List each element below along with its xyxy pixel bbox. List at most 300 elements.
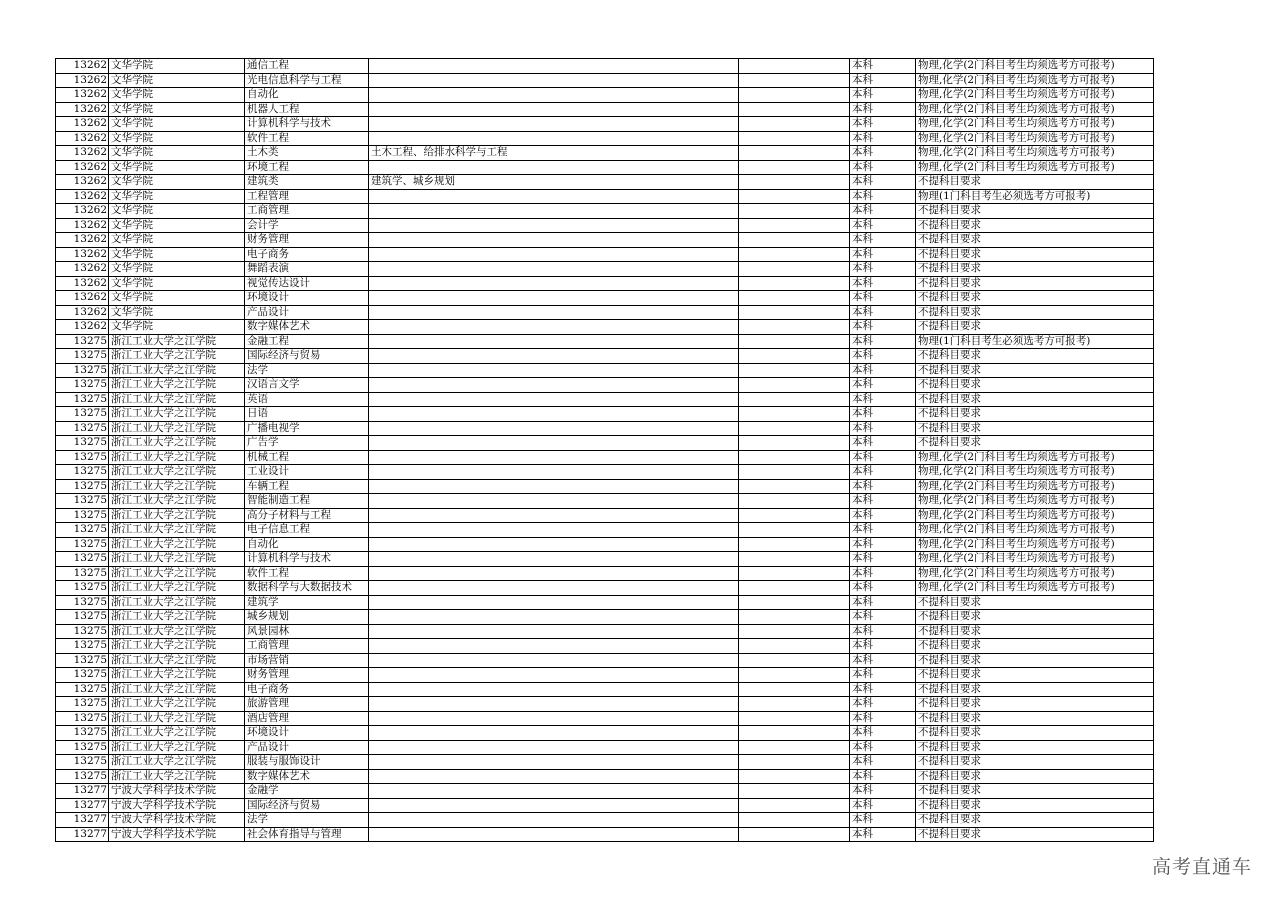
table-row (56, 711, 1154, 726)
major-includes-cell (369, 537, 739, 552)
school-name-cell: 浙江工业大学之江学院 (109, 378, 245, 393)
level-cell: 本科 (850, 508, 916, 523)
school-code-cell: 13275 (56, 668, 109, 683)
major-includes-cell (369, 291, 739, 306)
major-name-cell: 金融工程 (245, 334, 369, 349)
school-name-cell: 文华学院 (109, 291, 245, 306)
major-includes-cell: 建筑学、城乡规划 (369, 175, 739, 190)
notes-cell (739, 117, 850, 132)
subject-requirement-cell: 物理,化学(2门科目考生均须选考方可报考) (916, 131, 1154, 146)
school-code-cell: 13275 (56, 595, 109, 610)
level-cell: 本科 (850, 827, 916, 842)
school-name-cell: 文华学院 (109, 160, 245, 175)
major-includes-cell (369, 349, 739, 364)
school-name-cell: 文华学院 (109, 102, 245, 117)
level-cell: 本科 (850, 131, 916, 146)
table-row (56, 175, 1154, 190)
level-cell: 本科 (850, 146, 916, 161)
notes-cell (739, 276, 850, 291)
school-code-cell: 13277 (56, 784, 109, 799)
major-name-cell: 计算机科学与技术 (245, 552, 369, 567)
table-row (56, 566, 1154, 581)
table-row (56, 73, 1154, 88)
watermark: 高考直通车 (1151, 856, 1252, 878)
table-body (56, 59, 1154, 842)
level-cell: 本科 (850, 465, 916, 480)
major-includes-cell (369, 363, 739, 378)
subject-requirement-cell: 物理,化学(2门科目考生均须选考方可报考) (916, 566, 1154, 581)
school-name-cell: 浙江工业大学之江学院 (109, 494, 245, 509)
major-includes-cell (369, 682, 739, 697)
major-name-cell: 数据科学与大数据技术 (245, 581, 369, 596)
school-code-cell: 13277 (56, 813, 109, 828)
notes-cell (739, 740, 850, 755)
school-code-cell: 13262 (56, 320, 109, 335)
school-name-cell: 浙江工业大学之江学院 (109, 465, 245, 480)
school-code-cell: 13275 (56, 581, 109, 596)
level-cell: 本科 (850, 784, 916, 799)
notes-cell (739, 465, 850, 480)
table-row (56, 320, 1154, 335)
notes-cell (739, 59, 850, 74)
subject-requirement-cell: 不提科目要求 (916, 218, 1154, 233)
subject-requirement-cell: 不提科目要求 (916, 740, 1154, 755)
level-cell: 本科 (850, 668, 916, 683)
major-includes-cell (369, 508, 739, 523)
notes-cell (739, 189, 850, 204)
school-name-cell: 浙江工业大学之江学院 (109, 581, 245, 596)
notes-cell (739, 349, 850, 364)
notes-cell (739, 436, 850, 451)
notes-cell (739, 233, 850, 248)
table-row (56, 349, 1154, 364)
notes-cell (739, 755, 850, 770)
school-code-cell: 13275 (56, 552, 109, 567)
table-row (56, 131, 1154, 146)
level-cell: 本科 (850, 450, 916, 465)
school-code-cell: 13262 (56, 73, 109, 88)
subject-requirement-cell: 不提科目要求 (916, 378, 1154, 393)
notes-cell (739, 537, 850, 552)
notes-cell (739, 320, 850, 335)
table-row (56, 450, 1154, 465)
major-name-cell: 城乡规划 (245, 610, 369, 625)
major-includes-cell (369, 827, 739, 842)
subject-requirement-cell: 不提科目要求 (916, 755, 1154, 770)
major-name-cell: 汉语言文学 (245, 378, 369, 393)
major-includes-cell (369, 276, 739, 291)
school-code-cell: 13262 (56, 131, 109, 146)
school-code-cell: 13275 (56, 537, 109, 552)
major-includes-cell (369, 552, 739, 567)
major-name-cell: 会计学 (245, 218, 369, 233)
school-code-cell: 13275 (56, 697, 109, 712)
school-name-cell: 浙江工业大学之江学院 (109, 726, 245, 741)
notes-cell (739, 175, 850, 190)
table-row (56, 726, 1154, 741)
school-name-cell: 浙江工业大学之江学院 (109, 755, 245, 770)
table-row (56, 784, 1154, 799)
major-name-cell: 工商管理 (245, 639, 369, 654)
major-includes-cell (369, 436, 739, 451)
level-cell: 本科 (850, 479, 916, 494)
notes-cell (739, 711, 850, 726)
school-name-cell: 文华学院 (109, 59, 245, 74)
subject-requirement-cell: 不提科目要求 (916, 726, 1154, 741)
subject-requirement-cell: 物理,化学(2门科目考生均须选考方可报考) (916, 117, 1154, 132)
notes-cell (739, 813, 850, 828)
table-row (56, 697, 1154, 712)
school-code-cell: 13275 (56, 465, 109, 480)
level-cell: 本科 (850, 189, 916, 204)
level-cell: 本科 (850, 305, 916, 320)
level-cell: 本科 (850, 73, 916, 88)
admission-subject-table (55, 58, 1154, 842)
major-name-cell: 智能制造工程 (245, 494, 369, 509)
subject-requirement-cell: 物理,化学(2门科目考生均须选考方可报考) (916, 59, 1154, 74)
level-cell: 本科 (850, 711, 916, 726)
level-cell: 本科 (850, 653, 916, 668)
notes-cell (739, 784, 850, 799)
table-row (56, 798, 1154, 813)
notes-cell (739, 523, 850, 538)
major-includes-cell (369, 305, 739, 320)
school-name-cell: 文华学院 (109, 204, 245, 219)
notes-cell (739, 639, 850, 654)
school-code-cell: 13262 (56, 247, 109, 262)
school-name-cell: 文华学院 (109, 131, 245, 146)
school-code-cell: 13262 (56, 305, 109, 320)
subject-requirement-cell: 不提科目要求 (916, 653, 1154, 668)
level-cell: 本科 (850, 262, 916, 277)
school-code-cell: 13275 (56, 639, 109, 654)
major-name-cell: 金融学 (245, 784, 369, 799)
school-code-cell: 13275 (56, 711, 109, 726)
school-name-cell: 浙江工业大学之江学院 (109, 436, 245, 451)
table-row (56, 624, 1154, 639)
school-code-cell: 13275 (56, 653, 109, 668)
table-row (56, 479, 1154, 494)
school-code-cell: 13275 (56, 610, 109, 625)
level-cell: 本科 (850, 88, 916, 103)
level-cell: 本科 (850, 436, 916, 451)
major-name-cell: 环境工程 (245, 160, 369, 175)
major-name-cell: 日语 (245, 407, 369, 422)
school-code-cell: 13262 (56, 117, 109, 132)
school-code-cell: 13275 (56, 494, 109, 509)
school-code-cell: 13262 (56, 189, 109, 204)
notes-cell (739, 610, 850, 625)
school-name-cell: 浙江工业大学之江学院 (109, 639, 245, 654)
notes-cell (739, 798, 850, 813)
major-includes-cell (369, 653, 739, 668)
notes-cell (739, 160, 850, 175)
notes-cell (739, 624, 850, 639)
school-code-cell: 13262 (56, 204, 109, 219)
school-code-cell: 13262 (56, 218, 109, 233)
school-code-cell: 13275 (56, 769, 109, 784)
major-includes-cell (369, 160, 739, 175)
table-row (56, 653, 1154, 668)
level-cell: 本科 (850, 740, 916, 755)
major-name-cell: 计算机科学与技术 (245, 117, 369, 132)
subject-requirement-cell: 不提科目要求 (916, 769, 1154, 784)
subject-requirement-cell: 不提科目要求 (916, 624, 1154, 639)
major-includes-cell (369, 595, 739, 610)
school-code-cell: 13262 (56, 59, 109, 74)
notes-cell (739, 494, 850, 509)
major-includes-cell (369, 204, 739, 219)
major-name-cell: 社会体育指导与管理 (245, 827, 369, 842)
school-name-cell: 浙江工业大学之江学院 (109, 349, 245, 364)
level-cell: 本科 (850, 392, 916, 407)
major-name-cell: 建筑学 (245, 595, 369, 610)
school-name-cell: 浙江工业大学之江学院 (109, 595, 245, 610)
subject-requirement-cell: 不提科目要求 (916, 175, 1154, 190)
notes-cell (739, 392, 850, 407)
notes-cell (739, 204, 850, 219)
major-includes-cell (369, 247, 739, 262)
level-cell: 本科 (850, 624, 916, 639)
subject-requirement-cell: 物理,化学(2门科目考生均须选考方可报考) (916, 508, 1154, 523)
subject-requirement-cell: 不提科目要求 (916, 363, 1154, 378)
school-code-cell: 13275 (56, 682, 109, 697)
major-includes-cell (369, 334, 739, 349)
notes-cell (739, 566, 850, 581)
school-code-cell: 13275 (56, 755, 109, 770)
school-code-cell: 13275 (56, 508, 109, 523)
school-name-cell: 浙江工业大学之江学院 (109, 769, 245, 784)
table-row (56, 117, 1154, 132)
major-includes-cell (369, 740, 739, 755)
subject-requirement-cell: 物理,化学(2门科目考生均须选考方可报考) (916, 146, 1154, 161)
subject-requirement-cell: 物理,化学(2门科目考生均须选考方可报考) (916, 465, 1154, 480)
subject-requirement-cell: 不提科目要求 (916, 711, 1154, 726)
major-name-cell: 国际经济与贸易 (245, 349, 369, 364)
school-code-cell: 13275 (56, 523, 109, 538)
subject-requirement-cell: 不提科目要求 (916, 421, 1154, 436)
table-row (56, 668, 1154, 683)
major-name-cell: 产品设计 (245, 305, 369, 320)
table-row (56, 407, 1154, 422)
school-code-cell: 13275 (56, 450, 109, 465)
school-name-cell: 浙江工业大学之江学院 (109, 740, 245, 755)
school-name-cell: 文华学院 (109, 247, 245, 262)
subject-requirement-cell: 物理,化学(2门科目考生均须选考方可报考) (916, 102, 1154, 117)
school-code-cell: 13277 (56, 827, 109, 842)
table-row (56, 552, 1154, 567)
school-code-cell: 13275 (56, 363, 109, 378)
major-includes-cell (369, 189, 739, 204)
table-row (56, 334, 1154, 349)
subject-requirement-cell: 不提科目要求 (916, 204, 1154, 219)
notes-cell (739, 450, 850, 465)
level-cell: 本科 (850, 59, 916, 74)
table-row (56, 740, 1154, 755)
table-row (56, 276, 1154, 291)
school-code-cell: 13275 (56, 378, 109, 393)
major-includes-cell (369, 726, 739, 741)
school-code-cell: 13275 (56, 566, 109, 581)
notes-cell (739, 102, 850, 117)
school-name-cell: 浙江工业大学之江学院 (109, 624, 245, 639)
major-name-cell: 通信工程 (245, 59, 369, 74)
school-name-cell: 浙江工业大学之江学院 (109, 697, 245, 712)
notes-cell (739, 653, 850, 668)
notes-cell (739, 595, 850, 610)
major-name-cell: 数字媒体艺术 (245, 769, 369, 784)
major-name-cell: 电子商务 (245, 247, 369, 262)
school-name-cell: 宁波大学科学技术学院 (109, 784, 245, 799)
notes-cell (739, 146, 850, 161)
table-row (56, 465, 1154, 480)
table-row (56, 537, 1154, 552)
major-includes-cell (369, 668, 739, 683)
notes-cell (739, 668, 850, 683)
notes-cell (739, 421, 850, 436)
subject-requirement-cell: 物理(1门科目考生必须选考方可报考) (916, 189, 1154, 204)
school-name-cell: 宁波大学科学技术学院 (109, 798, 245, 813)
subject-requirement-cell: 不提科目要求 (916, 697, 1154, 712)
major-name-cell: 法学 (245, 813, 369, 828)
major-includes-cell (369, 610, 739, 625)
level-cell: 本科 (850, 378, 916, 393)
school-name-cell: 浙江工业大学之江学院 (109, 363, 245, 378)
school-code-cell: 13275 (56, 436, 109, 451)
subject-requirement-cell: 不提科目要求 (916, 595, 1154, 610)
level-cell: 本科 (850, 523, 916, 538)
major-name-cell: 服装与服饰设计 (245, 755, 369, 770)
major-name-cell: 机械工程 (245, 450, 369, 465)
school-code-cell: 13277 (56, 798, 109, 813)
major-includes-cell (369, 59, 739, 74)
level-cell: 本科 (850, 407, 916, 422)
school-name-cell: 浙江工业大学之江学院 (109, 523, 245, 538)
level-cell: 本科 (850, 610, 916, 625)
major-name-cell: 法学 (245, 363, 369, 378)
table-row (56, 305, 1154, 320)
major-name-cell: 建筑类 (245, 175, 369, 190)
school-name-cell: 文华学院 (109, 276, 245, 291)
school-name-cell: 浙江工业大学之江学院 (109, 653, 245, 668)
school-code-cell: 13262 (56, 276, 109, 291)
school-name-cell: 文华学院 (109, 88, 245, 103)
notes-cell (739, 697, 850, 712)
table-row (56, 88, 1154, 103)
major-name-cell: 工业设计 (245, 465, 369, 480)
level-cell: 本科 (850, 798, 916, 813)
school-name-cell: 浙江工业大学之江学院 (109, 479, 245, 494)
subject-requirement-cell: 不提科目要求 (916, 392, 1154, 407)
notes-cell (739, 262, 850, 277)
major-includes-cell (369, 88, 739, 103)
level-cell: 本科 (850, 349, 916, 364)
school-name-cell: 文华学院 (109, 320, 245, 335)
major-name-cell: 机器人工程 (245, 102, 369, 117)
school-code-cell: 13262 (56, 88, 109, 103)
level-cell: 本科 (850, 726, 916, 741)
subject-requirement-cell: 物理,化学(2门科目考生均须选考方可报考) (916, 537, 1154, 552)
subject-requirement-cell: 不提科目要求 (916, 320, 1154, 335)
major-includes-cell (369, 102, 739, 117)
table-row (56, 494, 1154, 509)
table-row (56, 827, 1154, 842)
major-includes-cell (369, 813, 739, 828)
notes-cell (739, 508, 850, 523)
notes-cell (739, 305, 850, 320)
school-name-cell: 浙江工业大学之江学院 (109, 392, 245, 407)
major-name-cell: 光电信息科学与工程 (245, 73, 369, 88)
school-code-cell: 13275 (56, 421, 109, 436)
table-row (56, 769, 1154, 784)
school-code-cell: 13275 (56, 334, 109, 349)
school-name-cell: 浙江工业大学之江学院 (109, 407, 245, 422)
table-row (56, 160, 1154, 175)
subject-requirement-cell: 物理,化学(2门科目考生均须选考方可报考) (916, 160, 1154, 175)
major-includes-cell (369, 639, 739, 654)
major-includes-cell (369, 798, 739, 813)
major-name-cell: 酒店管理 (245, 711, 369, 726)
table-row (56, 581, 1154, 596)
notes-cell (739, 769, 850, 784)
table-row (56, 204, 1154, 219)
table-row (56, 233, 1154, 248)
level-cell: 本科 (850, 581, 916, 596)
major-name-cell: 财务管理 (245, 233, 369, 248)
table-row (56, 247, 1154, 262)
major-name-cell: 车辆工程 (245, 479, 369, 494)
school-code-cell: 13275 (56, 392, 109, 407)
school-name-cell: 浙江工业大学之江学院 (109, 421, 245, 436)
major-name-cell: 自动化 (245, 88, 369, 103)
level-cell: 本科 (850, 566, 916, 581)
notes-cell (739, 581, 850, 596)
major-includes-cell (369, 218, 739, 233)
notes-cell (739, 726, 850, 741)
subject-requirement-cell: 不提科目要求 (916, 291, 1154, 306)
level-cell: 本科 (850, 537, 916, 552)
major-name-cell: 土木类 (245, 146, 369, 161)
school-name-cell: 文华学院 (109, 262, 245, 277)
school-code-cell: 13262 (56, 175, 109, 190)
level-cell: 本科 (850, 769, 916, 784)
table-row (56, 378, 1154, 393)
table-row (56, 508, 1154, 523)
notes-cell (739, 363, 850, 378)
major-name-cell: 市场营销 (245, 653, 369, 668)
subject-requirement-cell: 不提科目要求 (916, 813, 1154, 828)
school-name-cell: 浙江工业大学之江学院 (109, 566, 245, 581)
major-includes-cell (369, 407, 739, 422)
subject-requirement-cell: 不提科目要求 (916, 305, 1154, 320)
school-name-cell: 浙江工业大学之江学院 (109, 668, 245, 683)
major-includes-cell (369, 117, 739, 132)
subject-requirement-cell: 不提科目要求 (916, 798, 1154, 813)
school-code-cell: 13262 (56, 146, 109, 161)
major-name-cell: 自动化 (245, 537, 369, 552)
notes-cell (739, 378, 850, 393)
notes-cell (739, 552, 850, 567)
school-code-cell: 13262 (56, 160, 109, 175)
table-row (56, 755, 1154, 770)
subject-requirement-cell: 不提科目要求 (916, 436, 1154, 451)
major-includes-cell (369, 769, 739, 784)
level-cell: 本科 (850, 552, 916, 567)
notes-cell (739, 682, 850, 697)
school-code-cell: 13275 (56, 349, 109, 364)
subject-requirement-cell: 不提科目要求 (916, 407, 1154, 422)
school-name-cell: 浙江工业大学之江学院 (109, 552, 245, 567)
